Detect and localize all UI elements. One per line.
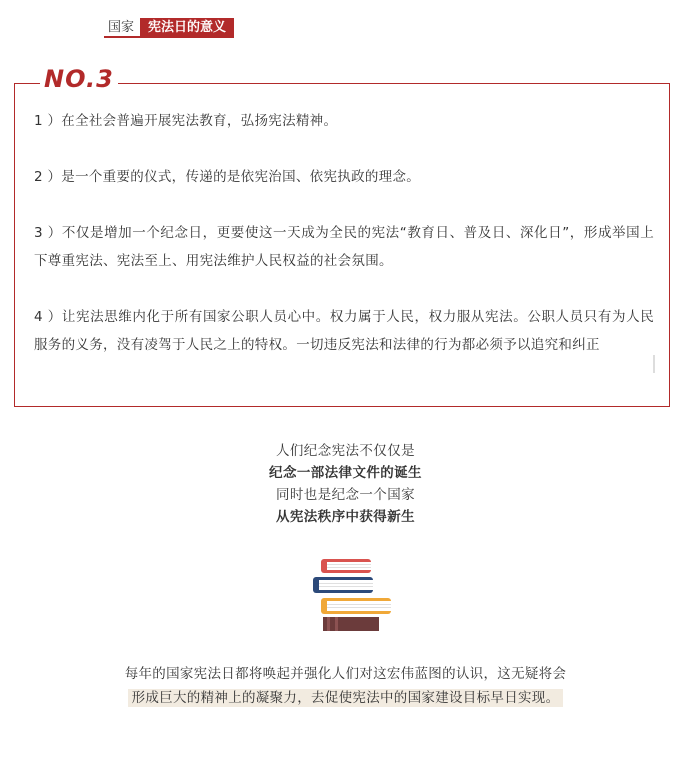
closing-line-1: 每年的国家宪法日都将唤起并强化人们对这宏伟蓝图的认识，这无疑将会	[124, 666, 567, 682]
list-item-3: 3 ）不仅是增加一个纪念日，更要使这一天成为全民的宪法“教育日、普及日、深化日”，形成举国上下尊重宪法、宪法至上、用宪法维护人民权益的社会氛围。	[34, 225, 654, 269]
books-stack-icon	[313, 557, 393, 633]
list-item-2: 2 ）是一个重要的仪式，传递的是依宪治国、依宪执政的理念。	[34, 169, 421, 185]
poem-line-1: 人们纪念宪法不仅仅是	[276, 443, 415, 459]
poem-line-2: 纪念一部法律文件的诞生	[269, 465, 422, 481]
list-item-4: 4 ）让宪法思维内化于所有国家公职人员心中。权力属于人民，权力服从宪法。公职人员只有为人民服务的义务，没有凌驾于人民之上的特权。一切违反宪法和法律的行为都必须予以追究和纠正	[34, 309, 654, 353]
poem-line-4: 从宪法秩序中获得新生	[276, 509, 415, 525]
closing-line-2-wrapper	[0, 686, 691, 710]
section-header	[104, 18, 234, 38]
header-title: 宪法日的意义	[140, 18, 234, 38]
header-category: 国家	[104, 18, 140, 38]
card-number: NO.3	[40, 64, 118, 94]
poem-line-3: 同时也是纪念一个国家	[276, 487, 415, 503]
scroll-mark	[653, 355, 655, 373]
closing-line-2: 形成巨大的精神上的凝聚力，去促使宪法中的国家建设目标早日实现。	[128, 689, 564, 707]
closing-block	[0, 662, 691, 710]
poem-block	[0, 440, 691, 528]
list-item-1: 1 ）在全社会普遍开展宪法教育，弘扬宪法精神。	[34, 113, 338, 129]
